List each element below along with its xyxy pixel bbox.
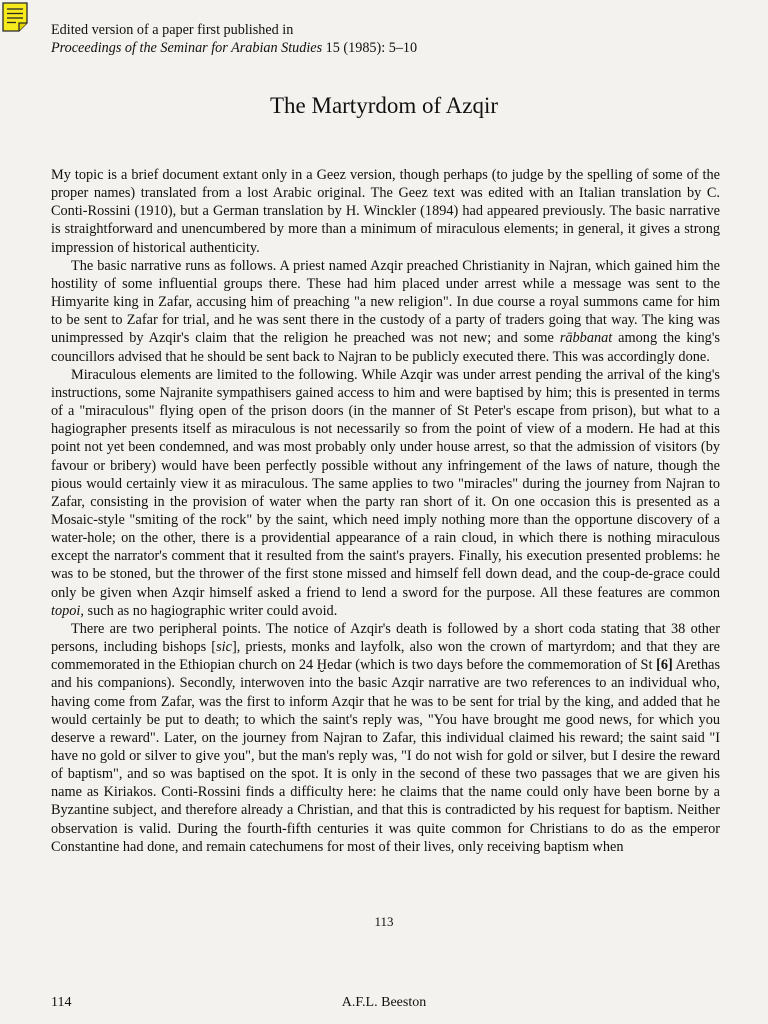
paragraph-4-text-b: ], priests, monks and layfolk, also won the crown of martyrdom; and that they are commemorated in the Ethiopian church on 24 Ḫedar (which is two days before the commemoration of St — [51, 639, 721, 674]
footer-page-number: 114 — [51, 995, 72, 1010]
publication-citation — [51, 39, 417, 57]
sticky-note-icon[interactable] — [2, 2, 28, 32]
paragraph-3-text-a: Miraculous elements are limited to the following. While Azqir was under arrest pending the arrival of the king's instructions, some Najranite sympathisers gained access to him and were baptised by him; this is presented in terms of a "miraculous" flying open of the prison doors (in the manner of St Peter's escape from prison), but what to a hagiographer presents itself as miraculous is not necessarily so from the point of view of a modern. He had at this point not yet been condemned, and was most probably only under house arrest, so that the admission of visitors (by favour or bribery) would have been perfectly possible without any infringement of the laws of nature, though the pious would certainly view it as miraculous. The same applies to two "miracles" during the journey from Najran to Zafar, consisting in the provision of water when the party ran short of it. On one occasion this is presented as a Mosaic-style "smiting of the rock" by the saint, which need imply nothing more than the opportune discovery of a water-hole; on the other, there is a providential appearance of a rain cloud, in which there is nothing miraculous except the narrator's comment that it resulted from the saint's prayers. Finally, his execution presented problems: he was to be stoned, but the thrower of the first stone missed and himself fell down dead, and the coup-de-grace could only be given when Azqir himself asked a friend to lend a sword for the purpose. All these features are common — [51, 366, 720, 601]
paragraph-3-text-b: such as no hagiographic writer could avoid. — [83, 602, 338, 619]
body-text — [51, 166, 720, 856]
paragraph-2-text-a: The basic narrative runs as follows. A priest named Azqir preached Christianity in Najran, which gained him the hostility of some influential groups there. These had him placed under arrest while a message was sent to the Himyarite king in Zafar, accusing him of preaching "a new religion". In due course a royal summons came for him to be sent to Zafar for trial, and he was sent there in the custody of a party of traders going that way. The king was unimpressed by Azqir's claim that the religion he preached was not new; and some — [51, 257, 720, 347]
paragraph-4-text-c: Arethas and his companions). Secondly, interwoven into the basic Azqir narrative are two references to an individual who, having come from Zafar, was the first to inform Azqir that he was to be sent for trial by the king, and added that he would certainly be put to death; to which the saint's reply was, "You have brought me good news, for which you deserve a reward". Later, on the journey from Najran to Zafar, this individual claimed his reward; the saint said "I have no gold or silver to give you", but the man's reply was, "I do not wish for gold or silver, but I desire the reward of baptism", and so was baptised on the spot. It is only in the second of these two passages that we are given his name as Kiriakos. Conti-Rossini finds a difficulty here: he claims that the name could only have been borne by a Byzantine subject, and therefore already a Christian, and that this is contradicted by his request for baptism. Neither observation is valid. During the fourth-fifth centuries it was quite common for Christians to do as the emperor Constantine had done, and remain catechumens for most of their lives, only receiving baptism when — [51, 657, 721, 855]
footer-author: A.F.L. Beeston — [341, 995, 427, 1010]
paper-title: The Martyrdom of Azqir — [269, 93, 499, 118]
paragraph-1 — [51, 166, 720, 257]
paragraph-3 — [51, 366, 720, 620]
italic-sic: sic — [216, 639, 232, 656]
publication-note-line1: Edited version of a paper first published in — [51, 22, 294, 38]
original-page-marker: [6] — [656, 657, 673, 674]
original-page-number: 113 — [374, 914, 394, 929]
paragraph-1-text: My topic is a brief document extant only in a Geez version, though perhaps (to judge by the spelling of some of the proper names) translated from a lost Arabic original. The Geez text was edited with an Italian translation by C. Conti-Rossini (1910), but a German translation by H. Winckler (1894) had appeared previously. The basic narrative is straightforward and unencumbered by more than a minimum of miraculous elements; in general, it gives a strong impression of historical authenticity. — [51, 167, 720, 256]
citation-details: 15 (1985): 5–10 — [322, 40, 418, 56]
italic-term-topoi: topoi, — [51, 602, 84, 619]
paragraph-2-text-b: among the king's councillors advised that he should be sent back to Najran to be publicly executed there. This was accordingly done. — [51, 330, 720, 365]
paragraph-2 — [51, 257, 720, 366]
paragraph-4-text-a: There are two peripheral points. The notice of Azqir's death is followed by a short coda stating that 38 other persons, including bishops [ — [51, 620, 720, 656]
publication-note — [51, 21, 417, 57]
italic-term-rabbanat: rābbanat — [559, 330, 613, 347]
journal-name: Proceedings of the Seminar for Arabian Studies — [51, 40, 323, 56]
paragraph-4 — [51, 620, 720, 856]
